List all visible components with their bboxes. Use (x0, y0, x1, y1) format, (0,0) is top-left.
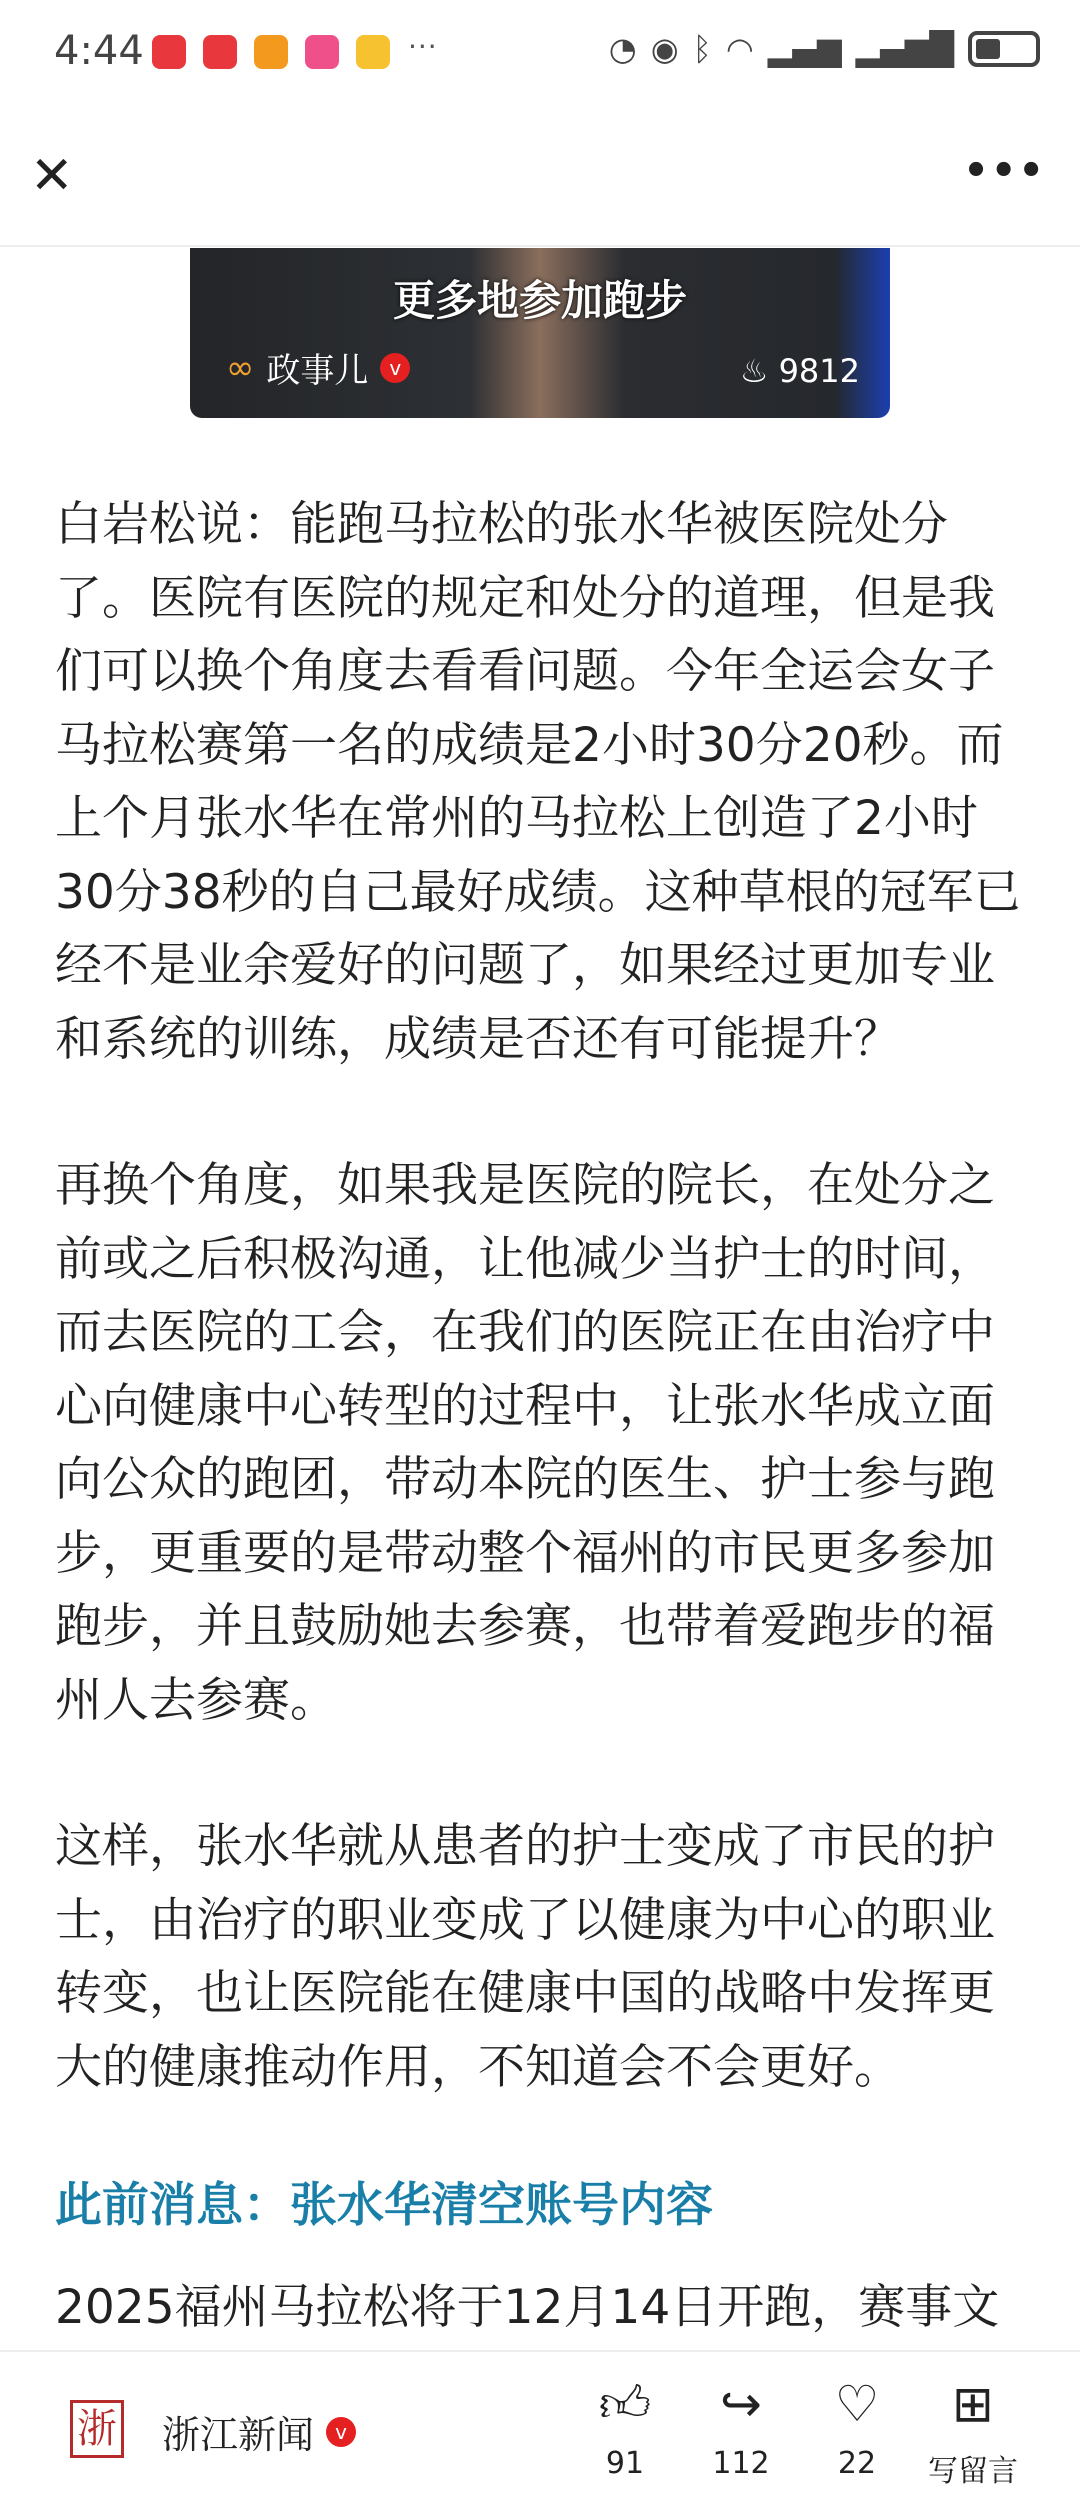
text-line: 步，更重要的是带动整个福州的市民更多参加 (55, 1525, 995, 1581)
wifi-icon: ◠ (725, 30, 754, 68)
publisher-logo[interactable]: 浙 (70, 2400, 124, 2458)
like-count: 91 (605, 2446, 645, 2481)
publisher[interactable] (162, 2404, 356, 2459)
comment-button[interactable] (918, 2374, 1028, 2490)
share-button[interactable] (686, 2374, 796, 2481)
signal-icon: ▂▄▆ (767, 30, 842, 68)
text-line: 上个月张水华在常州的马拉松上创造了2小时 (55, 791, 978, 846)
verified-badge-icon: v (380, 353, 410, 383)
text-line: 士，由治疗的职业变成了以健康为中心的职业 (55, 1892, 995, 1948)
text-line: 了。医院有医院的规定和处分的道理，但是我 (55, 570, 995, 626)
share-count: 112 (712, 2446, 770, 2481)
bottom-bar (0, 2350, 1080, 2504)
text-line: 向公众的跑团，带动本院的医生、护士参与跑 (55, 1452, 995, 1507)
favorite-button[interactable] (802, 2374, 912, 2481)
text-line: 再换个角度，如果我是医院的院长，在处分之 (55, 1158, 995, 1213)
video-card[interactable] (190, 248, 890, 418)
heart-icon: ♡ (834, 2375, 880, 2433)
text-line: 们可以换个角度去看看问题。今年全运会女子 (55, 644, 995, 699)
more-notifications: ··· (408, 30, 438, 63)
battery-icon (968, 31, 1040, 67)
eye-icon: ◉ (650, 30, 679, 68)
status-bar (0, 0, 1080, 100)
clock: 4:44 (54, 28, 144, 74)
text-line: 白岩松说：能跑马拉松的张水华被医院处分 (55, 497, 948, 552)
view-count-value: 9812 (778, 352, 860, 390)
video-caption: 更多地参加跑步 (392, 276, 687, 325)
more-icon[interactable]: ••• (963, 148, 1046, 194)
thumbs-up-icon: 👍︎ (598, 2375, 652, 2433)
notification-app-icon (203, 35, 237, 69)
top-nav (0, 100, 1080, 247)
text-line: 心向健康中心转型的过程中，让张水华成立面 (55, 1378, 995, 1434)
text-line: 经不是业余爱好的问题了，如果经过更加专业 (55, 938, 995, 993)
bluetooth-icon: ᛒ (692, 30, 712, 68)
text-line: 而去医院的工会，在我们的医院正在由治疗中 (55, 1305, 995, 1360)
notification-app-icon (254, 35, 288, 69)
paragraph (55, 488, 1035, 1076)
previous-news-link[interactable]: 此前消息：张水华清空账号内容 (55, 2178, 713, 2233)
like-button[interactable] (570, 2374, 680, 2481)
article-body (55, 488, 1035, 2177)
paragraph (55, 1149, 1035, 1737)
bilibili-icon (305, 35, 339, 69)
view-count (740, 352, 860, 390)
signal-icon: ▂▄▆█ (855, 30, 954, 68)
weibo-icon (356, 35, 390, 69)
close-icon[interactable]: ✕ (30, 146, 74, 206)
text-line: 和系统的训练，成绩是否还有可能提升？ (55, 1011, 901, 1067)
text-line: 前或之后积极沟通，让他减少当护士的时间， (55, 1231, 995, 1287)
text-line: 30分38秒的自己最好成绩。这种草根的冠军已 (55, 864, 1021, 920)
comment-label: 写留言 (928, 2454, 1018, 2489)
article-text-cut: 2025福州马拉松将于12月14日开跑，赛事文 (55, 2280, 1000, 2335)
flame-icon: ♨ (739, 352, 769, 390)
speed-icon: ◔ (608, 30, 637, 68)
source-logo-icon: ∞ (226, 347, 255, 388)
text-line: 转变，也让医院能在健康中国的战略中发挥更 (55, 1966, 995, 2021)
huawei-app-icon (152, 35, 186, 69)
publisher-name: 浙江新闻 (162, 2413, 315, 2457)
text-line: 州人去参赛。 (55, 1672, 337, 1728)
share-icon: ↪ (720, 2375, 762, 2433)
paragraph (55, 1810, 1035, 2104)
text-line: 大的健康推动作用，不知道会不会更好。 (55, 2039, 901, 2095)
text-line: 跑步，并且鼓励她去参赛，也带着爱跑步的福 (55, 1599, 995, 1654)
favorite-count: 22 (837, 2446, 877, 2481)
text-line: 马拉松赛第一名的成绩是2小时30分20秒。而 (55, 717, 1004, 773)
comment-add-icon: ⊞ (952, 2375, 994, 2433)
text-line: 这样，张水华就从患者的护士变成了市民的护 (55, 1819, 995, 1874)
verified-badge-icon: v (326, 2417, 356, 2447)
video-source[interactable] (226, 343, 410, 392)
source-name: 政事儿 (266, 351, 369, 391)
